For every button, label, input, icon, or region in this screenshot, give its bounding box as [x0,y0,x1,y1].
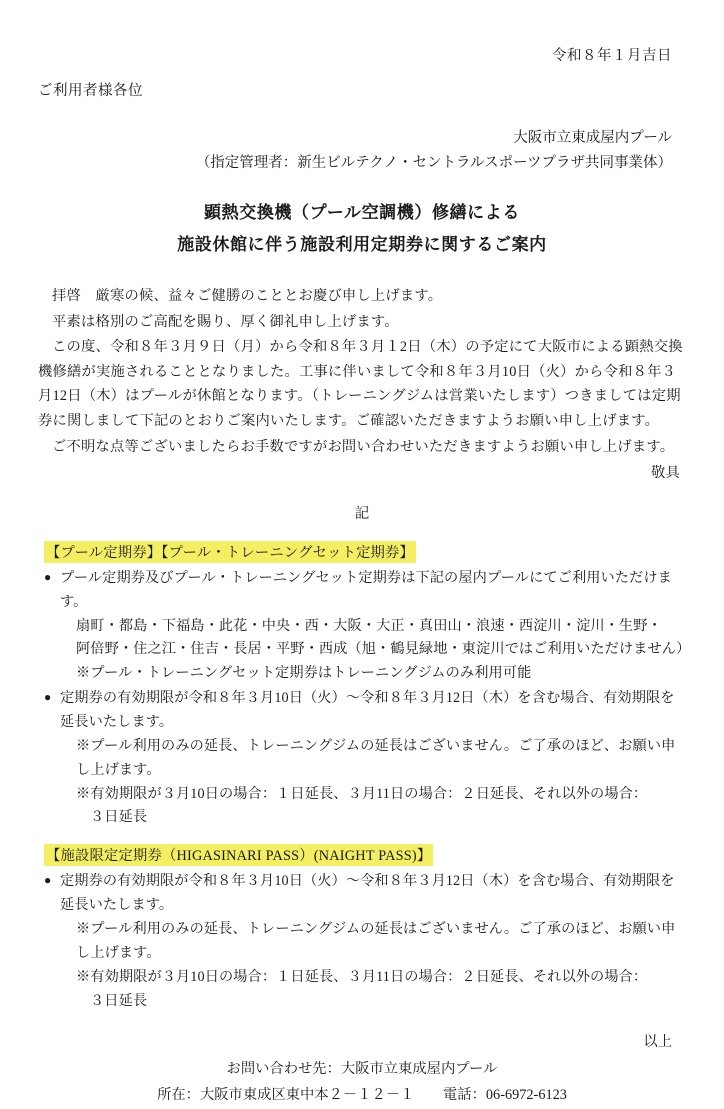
ijou-marker: 以上 [643,1034,672,1051]
title-line-1: 顕熱交換機（プール空調機）修繕による [204,203,520,223]
section-heading: 【施設限定定期券（HIGASINARI PASS）(NAIGHT PASS)】 [44,844,433,866]
issuer-block [38,126,686,175]
issuer-facility: 大阪市立東成屋内プール [513,130,672,146]
item-subline: ３日延長 [90,992,148,1009]
section-facility-limited-pass [38,844,686,1013]
item-subline: ※有効期限が３月10日の場合：１日延長、３月11日の場合：２日延長、それ以外の場合： [76,968,648,985]
section-heading: 【プール定期券】【プール・トレーニングセット定期券】 [44,541,416,563]
list-item [44,870,686,1013]
section-items [44,870,686,1013]
document-title [38,197,686,260]
item-subline: ※プール・トレーニングセット定期券はトレーニングジムのみ利用可能 [76,665,532,682]
greeting-closing: 敬具 [651,465,680,482]
greeting-line-2: 平素は格別のご高配を賜り、厚く御礼申し上げます。 [52,313,399,330]
item-text: 定期券の有効期限が令和８年３月10日（火）～令和８年３月12日（木）を含む場合、有効期限を延長いたします。 [60,873,675,914]
ki-marker: 記 [354,505,370,522]
item-text: 定期券の有効期限が令和８年３月10日（火）～令和８年３月12日（木）を含む場合、有効期限を延長いたします。 [60,690,675,730]
list-item [44,567,691,686]
document-footer [38,1057,686,1108]
item-subline: 扇町・都島・下福島・此花・中央・西・大阪・大正・真田山・浪速・西淀川・淀川・生野・ [76,617,662,634]
greeting-inquiry: ご不明な点等ございましたらお手数ですがお問い合わせいただきますようお願い申し上げます。 [52,438,675,455]
footer-address: 所在：大阪市東成区東中本２－１２－１ 電話：06-6972-6123 [157,1087,567,1104]
item-subline: ※有効期限が３月10日の場合：１日延長、３月11日の場合：２日延長、それ以外の場合： [76,785,648,802]
issuer-manager: （指定管理者：新生ビルテクノ・セントラルスポーツプラザ共同事業体） [195,154,672,171]
item-subline: ※プール利用のみの延長、トレーニングジムの延長はございません。ご了承のほど、お願い申し上げます。 [76,920,676,961]
section-pool-pass [38,541,691,830]
item-subline: ３日延長 [90,809,148,826]
greeting-body: この度、令和８年３月９日（月）から令和８年３月１2日（木）の予定にて大阪市による顕熱交換機修繕が実施されることとなりました。工事に伴いまして令和８年３月10日（火）から令和８年３月12日（木）はプールが休館となります。（トレーニングジムは営業いたします）つきましては定期券に関しまして下記のとおりご案内いたします。ご確認いただきますようお願い申し上げます。 [38,339,683,430]
item-subline: ※プール利用のみの延長、トレーニングジムの延長はございません。ご了承のほど、お願い申し上げます。 [76,737,676,778]
document-date: 令和８年１月吉日 [552,48,672,64]
footer-contact: お問い合わせ先：大阪市立東成屋内プール [226,1061,498,1078]
document-addressee: ご利用者様各位 [38,83,143,99]
item-text: プール定期券及びプール・トレーニングセット定期券は下記の屋内プールにてご利用いただけます。 [60,569,672,610]
greeting-block [38,284,686,486]
greeting-line-1: 拝啓 厳寒の候、益々ご健勝のこととお慶び申し上げます。 [52,288,443,305]
item-subline: 阿倍野・住之江・住吉・長居・平野・西成（旭・鶴見緑地・東淀川ではご利用いただけません） [76,641,691,658]
title-line-2: 施設休館に伴う施設利用定期券に関するご案内 [177,234,547,254]
list-item [44,687,686,830]
section-items [44,567,691,830]
